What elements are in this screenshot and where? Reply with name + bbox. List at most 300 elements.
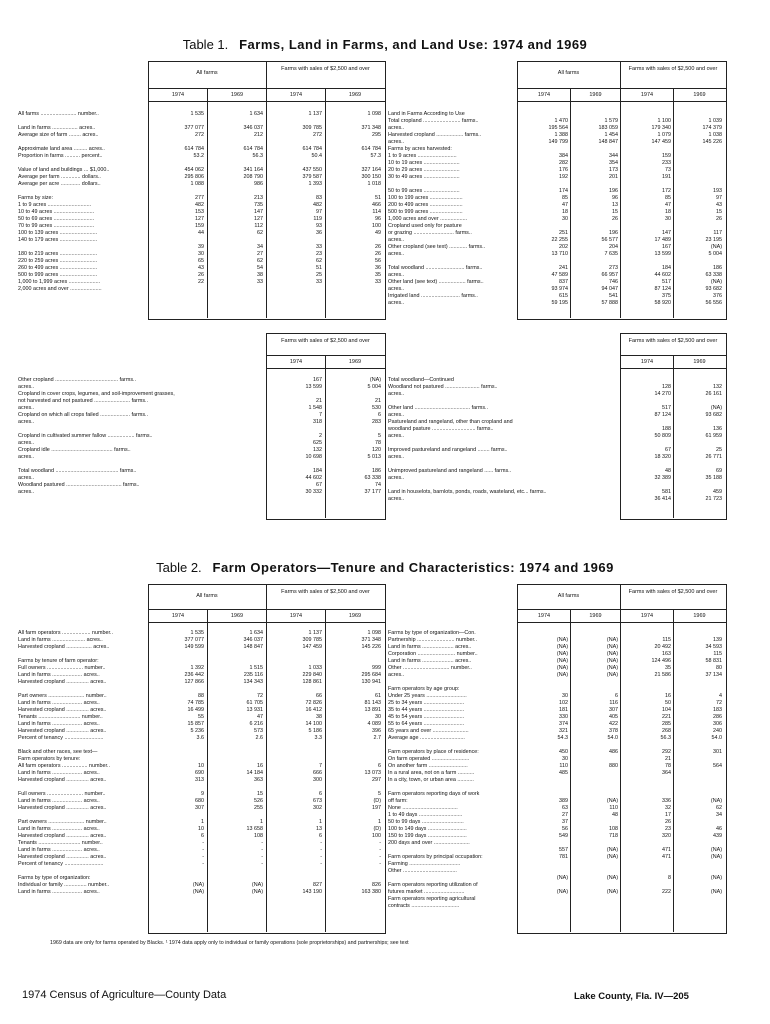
divider xyxy=(325,355,326,518)
row-label: 1,000 to 1,999 acres ..................... xyxy=(18,279,101,285)
table-cell: 188 xyxy=(662,426,671,432)
table-cell xyxy=(519,111,568,118)
table-cell: 1 033 xyxy=(308,665,322,671)
table-cell xyxy=(150,784,204,791)
table-cell xyxy=(519,868,568,875)
table-cell: 51 xyxy=(316,265,322,271)
table-cell: 1 454 xyxy=(604,132,618,138)
table-cell xyxy=(268,749,322,756)
table-cell: 318 xyxy=(313,419,322,425)
table-cell: 666 xyxy=(313,770,322,776)
table-cell: 272 xyxy=(195,132,204,138)
row-label: acres.. xyxy=(18,384,35,390)
table-cell xyxy=(150,139,204,146)
t2-right-year-b1: 1969 xyxy=(589,613,602,619)
row-label: Part owners ........................ number.. xyxy=(18,819,107,825)
table-cell: 167 xyxy=(313,377,322,383)
row-label: All farm operators ................... number.. xyxy=(18,630,113,636)
row-label: acres.. xyxy=(18,454,35,460)
table-cell: (NA) xyxy=(192,889,204,895)
table-cell: 94 047 xyxy=(601,286,618,292)
table-cell: 517 xyxy=(662,405,671,411)
table-cell: 192 xyxy=(559,174,568,180)
table-cell xyxy=(675,377,722,384)
row-label: 200 to 499 acres ...................... xyxy=(388,202,463,208)
table-cell xyxy=(209,118,263,125)
table-cell: 128 861 xyxy=(302,679,322,685)
table-cell: 396 xyxy=(372,728,381,734)
table-cell xyxy=(209,286,263,293)
table-cell xyxy=(622,742,671,749)
table-cell xyxy=(150,868,204,875)
table-cell: 32 389 xyxy=(654,475,671,481)
row-label: Harvested cropland ............... acres.. xyxy=(18,707,107,713)
table-cell: 22 xyxy=(198,279,204,285)
table-cell: 6 xyxy=(201,833,204,839)
table-cell xyxy=(572,258,618,265)
table-cell: 100 xyxy=(372,223,381,229)
footer-publication: 1974 Census of Agriculture—County Data xyxy=(22,989,227,1001)
table-cell: 62 xyxy=(257,230,263,236)
table-cell: 1 038 xyxy=(708,132,722,138)
table-cell: 21 586 xyxy=(654,672,671,678)
table-cell: - xyxy=(379,861,381,867)
table-cell: 72 xyxy=(716,700,722,706)
table-cell xyxy=(327,784,381,791)
table-cell xyxy=(572,146,618,153)
table-cell xyxy=(268,756,322,763)
table-cell xyxy=(268,651,322,658)
table-cell xyxy=(268,188,322,195)
table-cell xyxy=(675,153,722,160)
table1-label: Table 1. xyxy=(182,37,229,52)
table-cell: (NA) xyxy=(251,889,263,895)
table-cell: 377 077 xyxy=(184,637,204,643)
row-label: Harvested cropland .................. farms.. xyxy=(388,132,482,138)
table-cell: 191 xyxy=(662,174,671,180)
row-label: or grazing ........................... farms.. xyxy=(388,230,472,236)
row-label: acres.. xyxy=(18,419,35,425)
table-cell: 159 xyxy=(195,223,204,229)
table-cell: - xyxy=(320,847,322,853)
table-cell: 34 xyxy=(716,812,722,818)
t1-left-all-1969 xyxy=(209,111,263,293)
table-cell: 136 xyxy=(713,426,722,432)
row-label: Cropland idle ......................................... farms.. xyxy=(18,447,131,453)
row-label: 70 to 99 acres ........................... xyxy=(18,223,95,229)
divider xyxy=(517,88,726,89)
table-cell: 130 941 xyxy=(361,679,381,685)
table-cell xyxy=(675,791,722,798)
table-cell: 557 xyxy=(559,847,568,853)
table-cell: 21 xyxy=(375,398,381,404)
row-label: On another farm .......................... xyxy=(388,763,468,769)
table-cell: 74 xyxy=(375,482,381,488)
table-cell xyxy=(572,686,618,693)
row-label: Farm operators reporting days of work xyxy=(388,791,480,797)
t1-lower-right-labels xyxy=(388,377,547,503)
table-cell xyxy=(268,461,322,468)
row-label: contracts ................................ xyxy=(388,903,460,909)
table-cell: 482 xyxy=(313,202,322,208)
table-cell xyxy=(675,756,722,763)
table-cell: 96 xyxy=(375,216,381,222)
row-label: Other cropland (see text) ............ farms.. xyxy=(388,244,486,250)
t2-right-col-all: All farms xyxy=(557,593,580,599)
table-cell: - xyxy=(379,840,381,846)
table-cell xyxy=(622,679,671,686)
table-cell: 251 xyxy=(559,230,568,236)
row-label xyxy=(18,784,113,791)
table-cell xyxy=(327,756,381,763)
row-label: 1,000 acres and over .................. xyxy=(388,216,468,222)
row-label: Average per acre ............. dollars.. xyxy=(18,181,101,187)
table-cell: 1 088 xyxy=(190,181,204,187)
table-cell: (NA) xyxy=(606,672,618,678)
table-cell xyxy=(675,861,722,868)
table-cell: 61 xyxy=(375,693,381,699)
table-cell: 7 xyxy=(319,763,322,769)
t1-right-sales-1969 xyxy=(675,111,722,307)
row-label: Cropland in cultivated summer fallow .................. farms.. xyxy=(18,433,153,439)
table-cell: 33 xyxy=(316,244,322,250)
table-cell: 17 xyxy=(665,812,671,818)
table-cell: 110 xyxy=(559,763,568,769)
t1-left-year-a1: 1974 xyxy=(171,92,185,98)
row-label: Harvested cropland ............... acres.. xyxy=(18,805,107,811)
row-label: acres.. xyxy=(388,433,405,439)
divider xyxy=(517,622,726,623)
t1-left-year-b1: 1969 xyxy=(230,92,244,98)
table-cell xyxy=(268,812,322,819)
table-cell: 5 004 xyxy=(367,384,381,390)
t1-lower-right-1974 xyxy=(622,377,671,503)
row-label: acres.. xyxy=(388,454,405,460)
table-cell: 26 771 xyxy=(705,454,722,460)
table-cell: 549 xyxy=(559,833,568,839)
table-cell: 23 xyxy=(316,251,322,257)
table-cell: 10 xyxy=(198,826,204,832)
table-cell: 212 xyxy=(254,132,263,138)
table-cell: 16 412 xyxy=(305,707,322,713)
table-cell: 13 599 xyxy=(654,251,671,257)
table-cell: 193 xyxy=(713,188,722,194)
row-label: Land in farms .................... acres.. xyxy=(18,700,100,706)
row-label: 180 to 219 acres ......................... xyxy=(18,251,98,257)
table-cell: 229 840 xyxy=(302,672,322,678)
table-cell: - xyxy=(379,854,381,860)
t1-left-col-sales: Farms with sales of $2,500 and over xyxy=(281,66,370,72)
row-label: Farm operators by place of residence: xyxy=(388,749,479,755)
table-cell: 65 xyxy=(198,258,204,264)
table-cell: 374 xyxy=(559,721,568,727)
table-cell: 143 190 xyxy=(302,889,322,895)
row-label: acres.. xyxy=(18,405,35,411)
table-cell: 13 658 xyxy=(246,826,263,832)
table-cell xyxy=(622,146,671,153)
table-cell xyxy=(572,223,618,230)
table-cell: 422 xyxy=(609,721,618,727)
table-cell: 179 340 xyxy=(651,125,671,131)
row-label: not harvested and not pastured ........................ farms.. xyxy=(18,398,149,404)
table-cell: 16 499 xyxy=(187,707,204,713)
row-label xyxy=(388,258,485,265)
table-cell: 1 634 xyxy=(249,630,263,636)
t1-left-year-b2: 1969 xyxy=(348,92,362,98)
table-cell xyxy=(268,868,322,875)
table-cell xyxy=(572,777,618,784)
table-cell xyxy=(519,777,568,784)
table-cell: 454 062 xyxy=(184,167,204,173)
table-cell xyxy=(268,237,322,244)
row-label: Part owners ........................ number.. xyxy=(18,693,107,699)
table-cell: 33 xyxy=(375,279,381,285)
row-label: All farm operators ................. number.. xyxy=(18,763,110,769)
row-label: Farms by acres harvested: xyxy=(388,146,452,152)
table-cell: 139 xyxy=(713,637,722,643)
row-label xyxy=(388,398,547,405)
row-label: futures market ........................... xyxy=(388,889,465,895)
table-cell: 18 xyxy=(665,209,671,215)
table-cell: - xyxy=(261,861,263,867)
table-cell: 196 xyxy=(609,188,618,194)
divider xyxy=(673,355,674,518)
table-cell: 37 177 xyxy=(364,489,381,495)
table-cell: 1 xyxy=(319,819,322,825)
table-cell: 15 857 xyxy=(187,721,204,727)
table-cell xyxy=(327,651,381,658)
row-label: acres.. xyxy=(388,391,405,397)
row-label xyxy=(388,482,547,489)
row-label xyxy=(388,742,483,749)
table-cell xyxy=(209,756,263,763)
table-cell xyxy=(150,686,204,693)
table-cell: 330 xyxy=(559,714,568,720)
table-cell xyxy=(327,749,381,756)
table-cell: - xyxy=(202,840,204,846)
table-cell: 272 xyxy=(313,132,322,138)
table-cell xyxy=(622,111,671,118)
row-label: Total cropland ......................... farms.. xyxy=(388,118,479,124)
table-cell: 573 xyxy=(254,728,263,734)
table-cell: 1 137 xyxy=(308,630,322,636)
table-cell: 378 xyxy=(609,728,618,734)
table-cell: 201 xyxy=(609,174,618,180)
table-cell: (NA) xyxy=(606,658,618,664)
row-label: Individual or family ............... number.. xyxy=(18,882,110,888)
table-cell: 87 124 xyxy=(654,286,671,292)
table-cell: 47 xyxy=(257,714,263,720)
row-label xyxy=(388,461,547,468)
table-cell: 61 959 xyxy=(705,433,722,439)
row-label xyxy=(18,686,113,693)
table-cell: 364 xyxy=(662,770,671,776)
row-label: Land in farms ..................... acres.. xyxy=(388,658,472,664)
row-label: Land in farms .................... acres.. xyxy=(18,826,100,832)
row-label: Tenants ............................ number.. xyxy=(18,840,103,846)
table-cell: 3.3 xyxy=(314,735,322,741)
table-cell: 47 589 xyxy=(551,272,568,278)
table-cell: 486 xyxy=(609,749,618,755)
divider xyxy=(207,609,208,932)
table-cell: 115 xyxy=(713,651,722,657)
table-cell: 283 xyxy=(372,419,381,425)
table-cell xyxy=(268,686,322,693)
row-label: off farm: xyxy=(388,798,408,804)
table-cell: (NA) xyxy=(606,854,618,860)
table-cell: 54.3 xyxy=(557,735,568,741)
table-cell: 1 579 xyxy=(604,118,618,124)
row-label: Harvested cropland ............... acres.. xyxy=(18,854,107,860)
table-cell xyxy=(150,160,204,167)
row-label: Harvested cropland ................. acres.. xyxy=(18,644,110,650)
table-cell: 108 xyxy=(254,833,263,839)
row-label: All farms ........................ number.. xyxy=(18,111,99,117)
table-cell: 33 xyxy=(316,279,322,285)
table-cell: 54.0 xyxy=(607,735,618,741)
table-cell: 37 134 xyxy=(705,672,722,678)
table-cell: 36 xyxy=(316,230,322,236)
t1-left-sales-1969 xyxy=(327,111,381,293)
table-cell xyxy=(622,791,671,798)
table-cell: 49 xyxy=(375,230,381,236)
table-cell: 735 xyxy=(254,202,263,208)
row-label: Other land (see text) .................. farms.. xyxy=(388,279,484,285)
table-cell: 376 xyxy=(713,293,722,299)
table-cell: 5 236 xyxy=(190,728,204,734)
table-cell: 826 xyxy=(372,882,381,888)
table-cell: 43 xyxy=(198,265,204,271)
table-cell: 1 535 xyxy=(190,111,204,117)
row-label xyxy=(388,784,483,791)
table-cell: 62 xyxy=(257,258,263,264)
table-cell: (NA) xyxy=(556,651,568,657)
table-cell xyxy=(150,875,204,882)
table-cell: 186 xyxy=(713,265,722,271)
table-cell: 1 xyxy=(260,819,263,825)
table-cell xyxy=(327,139,381,146)
table-cell: 21 xyxy=(665,756,671,762)
table-cell: 183 059 xyxy=(598,125,618,131)
table-cell: 336 xyxy=(662,798,671,804)
t1-right-labels xyxy=(388,111,485,307)
table-cell: 282 xyxy=(559,160,568,166)
table-cell xyxy=(675,167,722,174)
table-cell: 1 098 xyxy=(367,630,381,636)
table-cell: 268 xyxy=(662,728,671,734)
row-label: acres.. xyxy=(18,489,35,495)
row-label: Partnership ......................... number.. xyxy=(388,637,477,643)
table-cell: 221 xyxy=(662,714,671,720)
table-cell: (NA) xyxy=(710,279,722,285)
table-cell xyxy=(572,181,618,188)
table-cell: 172 xyxy=(662,188,671,194)
row-label: Land in farms .................... acres.. xyxy=(18,770,100,776)
row-label: In a city, town, or urban area ........... xyxy=(388,777,474,783)
table-cell: (NA) xyxy=(606,665,618,671)
table-cell: 13 710 xyxy=(551,251,568,257)
table-cell xyxy=(209,651,263,658)
table-cell: 63 338 xyxy=(364,475,381,481)
row-label: Improved pastureland and rangeland ........ farms.. xyxy=(388,447,508,453)
table-cell: 50.4 xyxy=(311,153,322,159)
t1-lower-right-year-b: 1969 xyxy=(693,359,706,365)
table-cell: 6 xyxy=(319,833,322,839)
table-cell: 67 xyxy=(665,447,671,453)
table-cell: 302 xyxy=(313,805,322,811)
table-cell: 5 xyxy=(378,791,381,797)
table-cell: 163 380 xyxy=(361,889,381,895)
table-cell: 85 xyxy=(665,195,671,201)
table-cell xyxy=(675,840,722,847)
table-cell xyxy=(519,146,568,153)
row-label: Farms by type of organization: xyxy=(18,875,91,881)
table-cell xyxy=(327,686,381,693)
table-cell: - xyxy=(320,854,322,860)
table-cell xyxy=(675,630,722,637)
t1-left-sales-1974 xyxy=(268,111,322,293)
table-cell: 1 393 xyxy=(308,181,322,187)
table-cell: 78 xyxy=(375,440,381,446)
t1-lower-left-1974 xyxy=(268,377,322,496)
row-label: acres.. xyxy=(388,672,405,678)
table-cell xyxy=(572,791,618,798)
row-label xyxy=(18,139,109,146)
table-cell: 26 xyxy=(375,244,381,250)
table-cell xyxy=(622,181,671,188)
table-cell xyxy=(327,188,381,195)
table-cell: 1 xyxy=(201,819,204,825)
table-cell: 346 037 xyxy=(243,125,263,131)
row-label: Woodland pastured ..................................... farms.. xyxy=(18,482,140,488)
row-label xyxy=(18,742,113,749)
table-cell: 346 037 xyxy=(243,637,263,643)
table-cell xyxy=(519,742,568,749)
t1-right-sales-1974 xyxy=(622,111,671,307)
table-cell: 184 xyxy=(313,468,322,474)
row-label: 140 to 179 acres ......................... xyxy=(18,237,98,243)
row-label: 50 to 99 acres ........................ xyxy=(388,188,460,194)
table-cell: 236 442 xyxy=(184,672,204,678)
table-cell xyxy=(675,398,722,405)
table-cell: 25 xyxy=(716,447,722,453)
table-cell: 50 809 xyxy=(654,433,671,439)
row-label xyxy=(18,651,113,658)
table-cell xyxy=(268,742,322,749)
table-cell: 297 xyxy=(372,777,381,783)
table-cell: 73 xyxy=(665,167,671,173)
table-cell: 23 195 xyxy=(705,237,722,243)
table-cell: 15 xyxy=(257,791,263,797)
table-cell xyxy=(572,111,618,118)
table-cell: 48 xyxy=(612,812,618,818)
t2-left-sales-1969 xyxy=(327,630,381,896)
row-label: Average size of farm ........ acres.. xyxy=(18,132,99,138)
table-cell: 108 xyxy=(609,826,618,832)
row-label: Farms by type of organization—Con. xyxy=(388,630,476,636)
table-cell xyxy=(519,784,568,791)
divider xyxy=(325,88,326,318)
table-cell xyxy=(622,258,671,265)
table-cell: 389 xyxy=(559,798,568,804)
table-cell xyxy=(327,286,381,293)
row-label: Farm operators by age group: xyxy=(388,686,460,692)
row-label: Farming .................................. xyxy=(388,861,461,867)
table-cell: 18 xyxy=(562,209,568,215)
table-cell xyxy=(622,377,671,384)
table-cell: 16 xyxy=(665,693,671,699)
table-cell: 295 806 xyxy=(184,174,204,180)
